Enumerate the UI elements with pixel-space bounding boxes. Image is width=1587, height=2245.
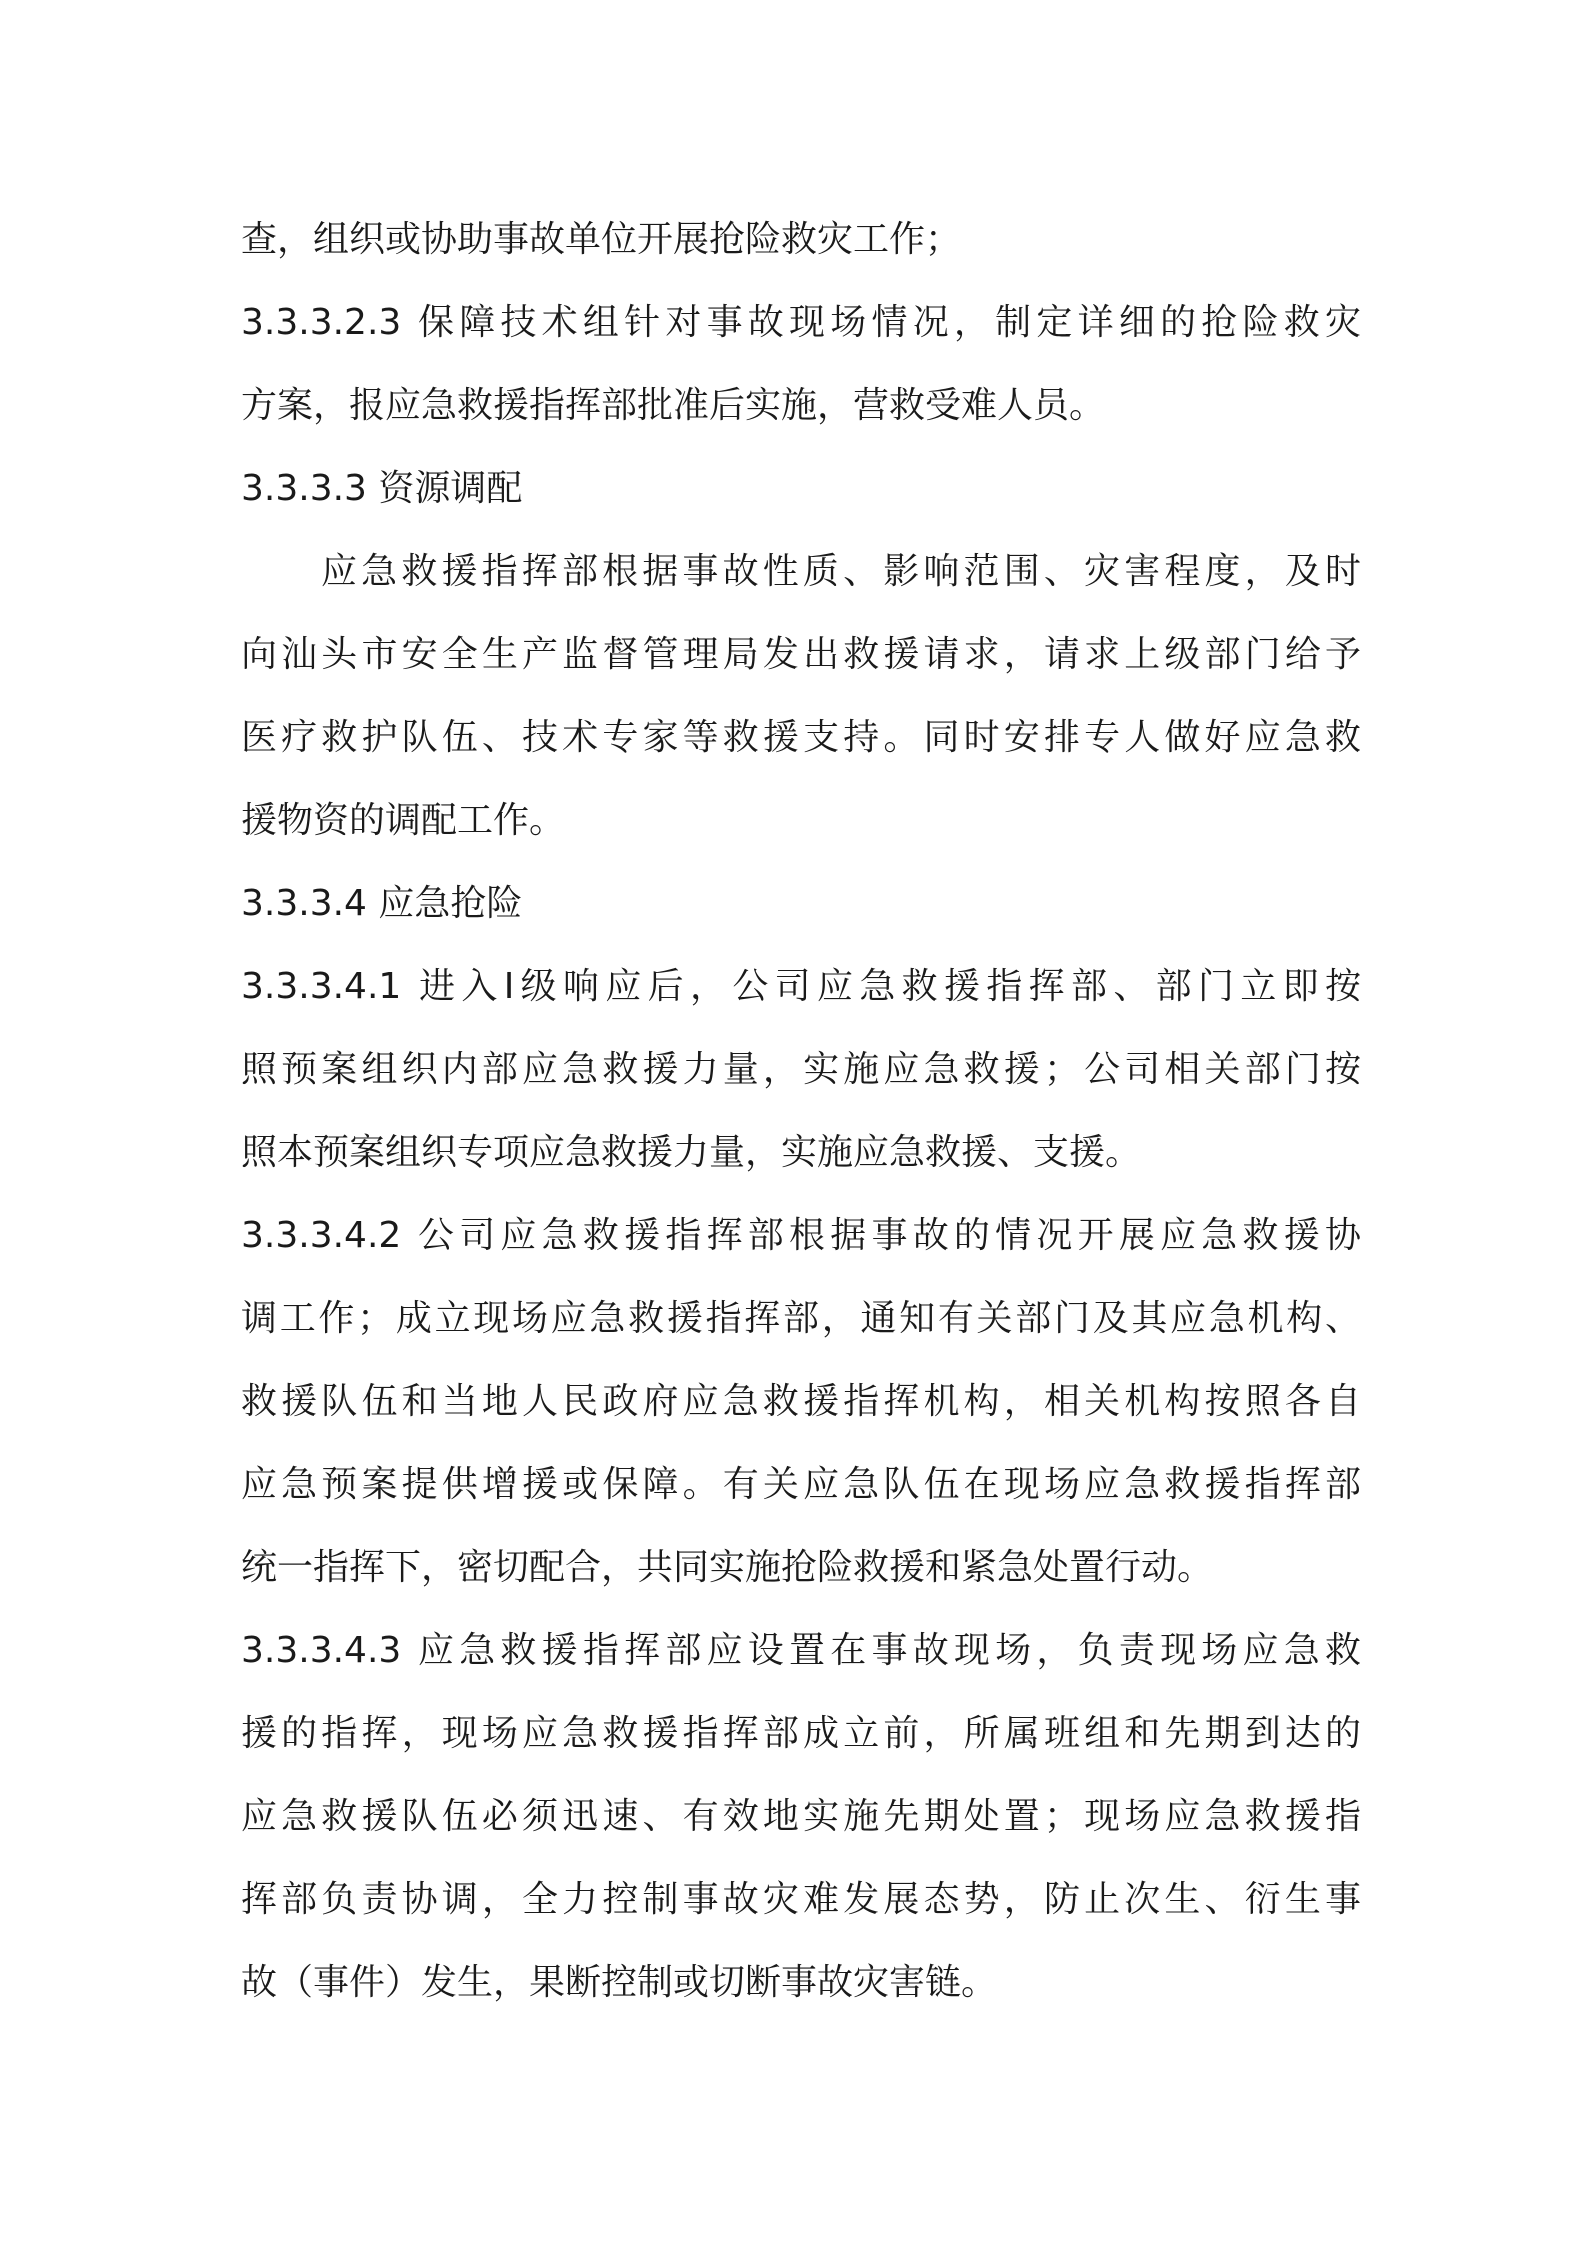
text-line: 统一指挥下，密切配合，共同实施抢险救援和紧急处置行动。	[241, 1547, 1214, 1588]
text-line: 照预案组织内部应急救援力量，实施应急救援；公司相关部门按	[241, 1049, 1361, 1090]
text-line: 救援队伍和当地人民政府应急救援指挥机构，相关机构按照各自	[241, 1381, 1361, 1422]
text-line: 向汕头市安全生产监督管理局发出救援请求，请求上级部门给予	[241, 634, 1361, 675]
text-line: 调工作；成立现场应急救援指挥部，通知有关部门及其应急机构、	[241, 1298, 1361, 1339]
text-line: 应急预案提供增援或保障。有关应急队伍在现场应急救援指挥部	[241, 1464, 1361, 1505]
text-line: 故（事件）发生，果断控制或切断事故灾害链。	[241, 1962, 998, 2003]
text-line: 应急救援指挥部根据事故性质、影响范围、灾害程度，及时	[321, 551, 1361, 592]
text-line: 3.3.3.2.3 保障技术组针对事故现场情况，制定详细的抢险救灾	[241, 302, 1361, 343]
text-line: 照本预案组织专项应急救援力量，实施应急救援、支援。	[241, 1132, 1142, 1173]
text-line: 查，组织或协助事故单位开展抢险救灾工作；	[241, 219, 962, 260]
text-line: 3.3.3.4.2 公司应急救援指挥部根据事故的情况开展应急救援协	[241, 1215, 1361, 1256]
text-line: 3.3.3.4.1 进入Ⅰ级响应后，公司应急救援指挥部、部门立即按	[241, 966, 1361, 1007]
section-heading: 3.3.3.3 资源调配	[241, 468, 523, 509]
text-line: 医疗救护队伍、技术专家等救援支持。同时安排专人做好应急救	[241, 717, 1361, 758]
text-line: 援的指挥，现场应急救援指挥部成立前，所属班组和先期到达的	[241, 1713, 1361, 1754]
text-line: 方案，报应急救援指挥部批准后实施，营救受难人员。	[241, 385, 1106, 426]
section-heading: 3.3.3.4 应急抢险	[241, 883, 523, 924]
text-line: 援物资的调配工作。	[241, 800, 566, 841]
text-line: 3.3.3.4.3 应急救援指挥部应设置在事故现场，负责现场应急救	[241, 1630, 1361, 1671]
text-line: 挥部负责协调，全力控制事故灾难发展态势，防止次生、衍生事	[241, 1879, 1361, 1920]
text-line: 应急救援队伍必须迅速、有效地实施先期处置；现场应急救援指	[241, 1796, 1361, 1837]
